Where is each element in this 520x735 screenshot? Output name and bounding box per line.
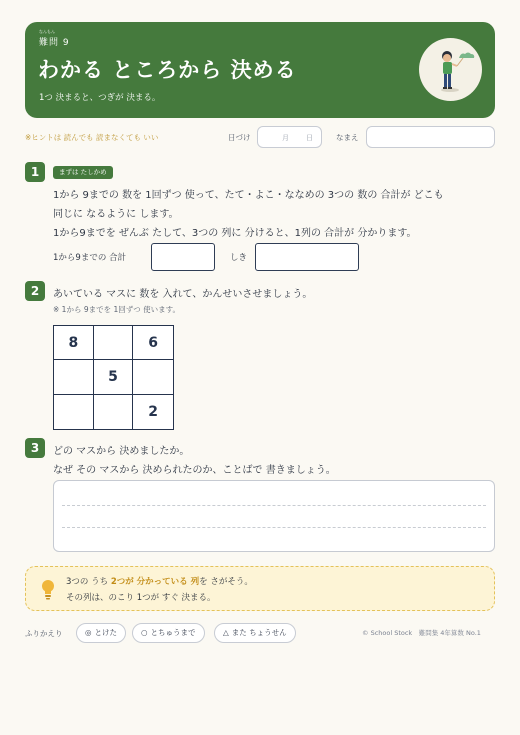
- q1-text-line2: 同じに なるように します。: [53, 209, 179, 220]
- expression-label: しき: [230, 253, 248, 263]
- grid-cell[interactable]: [133, 360, 173, 394]
- sum-label: 1から9までの 合計: [53, 253, 127, 263]
- circle-icon: ○: [141, 628, 148, 637]
- grid-cell[interactable]: 8: [54, 326, 94, 360]
- reflection-chip-partial[interactable]: [132, 623, 205, 643]
- q3-text-line1: どの マスから 決めましたか。: [53, 446, 190, 457]
- kid-illustration: [419, 38, 482, 101]
- question-number-1: 1: [25, 162, 45, 182]
- question-tag: まずは たしかめ: [53, 166, 113, 179]
- page-title: わかる ところから 決める: [38, 58, 297, 82]
- written-answer-box[interactable]: [53, 480, 495, 552]
- hint-pre-text: 3つの うち: [66, 577, 111, 587]
- grid-cell[interactable]: [94, 395, 134, 429]
- triangle-icon: △: [223, 628, 229, 637]
- double-circle-icon: ◎: [85, 628, 92, 637]
- writing-guide-line: [62, 527, 486, 528]
- hint-box: [25, 566, 495, 611]
- header-banner: [25, 22, 495, 118]
- grid-cell[interactable]: 6: [133, 326, 173, 360]
- question-number-3: 3: [25, 438, 45, 458]
- date-field[interactable]: [257, 126, 322, 148]
- q1-text-line3: 1から9までを ぜんぶ たして、3つの 列に 分けると、1列の 合計が 分かります。: [53, 228, 417, 239]
- copyright: © School Stock 難問集 4年算数 No.1: [362, 629, 481, 637]
- page-subtitle: 1つ 決まると、つぎが 決まる。: [39, 93, 161, 103]
- grid-cell[interactable]: [54, 360, 94, 394]
- problem-label: [39, 29, 70, 48]
- q2-note: ※ 1から 9までを 1回ずつ 使います。: [53, 305, 181, 314]
- expression-answer-box[interactable]: [255, 243, 359, 271]
- reflection-label: ふりかえり: [25, 629, 63, 638]
- grid-cell[interactable]: 5: [94, 360, 134, 394]
- date-label: 日づけ: [228, 133, 251, 142]
- grid-cell[interactable]: [94, 326, 134, 360]
- q3-text-line2: なぜ その マスから 決められたのか、ことばで 書きましょう。: [53, 465, 336, 476]
- reflection-chip-solved[interactable]: [76, 623, 126, 643]
- hint-note: ※ヒントは 読んでも 読まなくても いい: [25, 133, 159, 142]
- lightbulb-icon: [40, 578, 56, 600]
- hint-line1: [66, 575, 253, 587]
- reflection-chip-retry[interactable]: [214, 623, 296, 643]
- date-month-label: 月: [282, 134, 289, 142]
- hint-post-text: を さがそう。: [199, 577, 253, 587]
- hint-line2: その列は、のこり 1つが すぐ 決まる。: [66, 593, 216, 603]
- q2-text-line1: あいている マスに 数を 入れて、かんせいさせましょう。: [53, 289, 313, 300]
- grid-cell[interactable]: [54, 395, 94, 429]
- name-label: なまえ: [336, 133, 359, 142]
- grid-cell[interactable]: 2: [148, 403, 159, 420]
- q1-text-line1: 1から 9までの 数を 1回ずつ 使って、たて・よこ・ななめの 3つの 数の 合計が どこも: [53, 190, 444, 201]
- hint-highlight-text: 2つが 分かっている 列: [110, 577, 200, 587]
- question-number-2: 2: [25, 281, 45, 301]
- writing-guide-line: [62, 505, 486, 506]
- problem-label-ruby: なんもん: [39, 29, 55, 34]
- name-field[interactable]: [366, 126, 495, 148]
- chip-label: とけた: [94, 628, 118, 637]
- date-day-label: 日: [306, 134, 313, 142]
- magic-square-grid: [53, 325, 174, 430]
- chip-label: とちゅうまで: [150, 628, 196, 637]
- problem-label-text: 難問 9: [39, 38, 70, 48]
- sum-answer-box[interactable]: [151, 243, 215, 271]
- chip-label: また ちょうせん: [231, 628, 287, 637]
